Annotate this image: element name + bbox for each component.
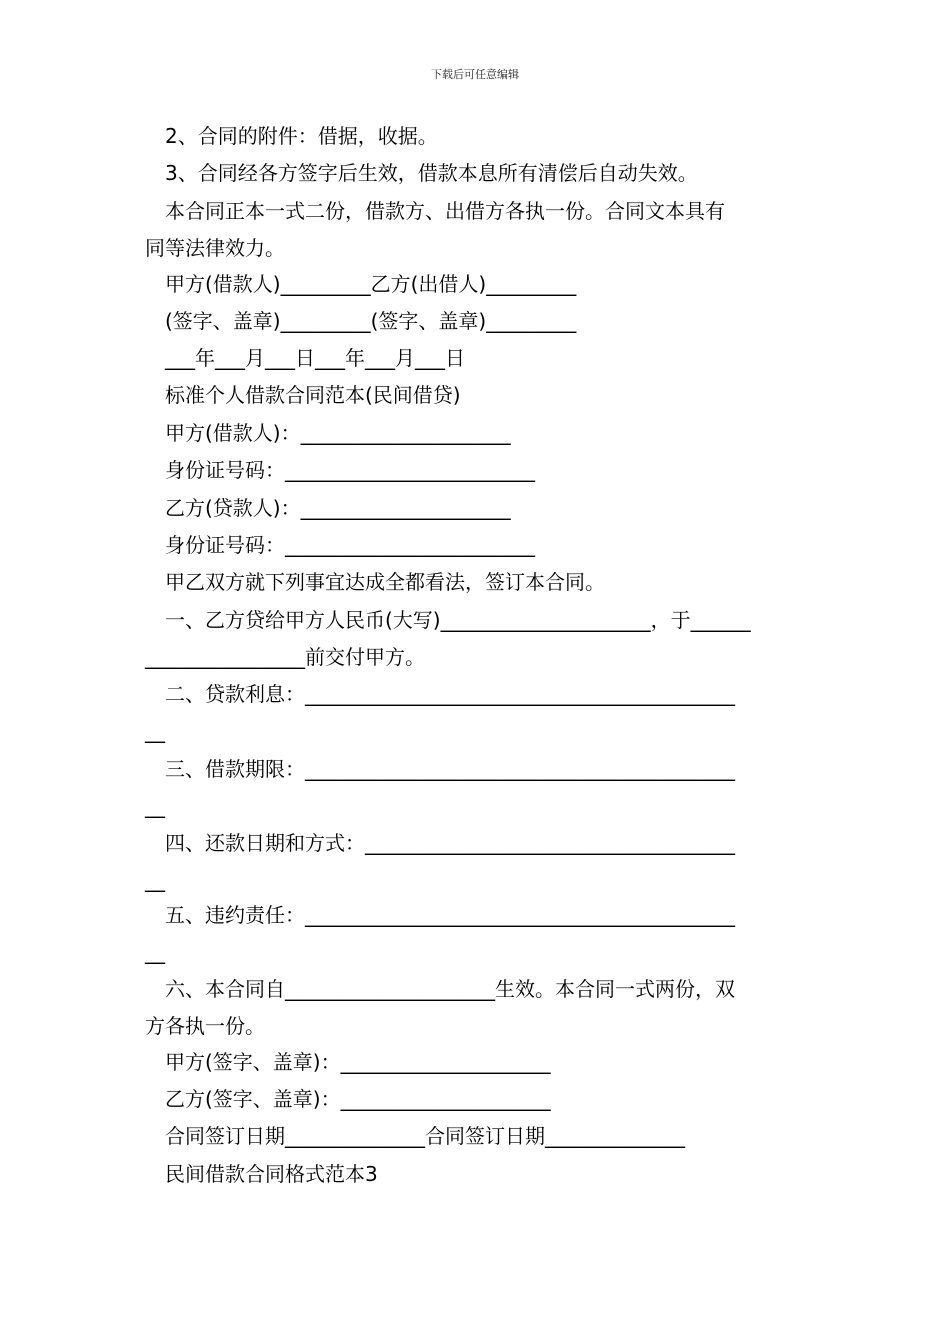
signature-seal: (签字、盖章)_________(签字、盖章)_________ — [165, 309, 577, 333]
clause-attachments: 2、合同的附件：借据，收据。 — [165, 124, 438, 148]
clause-1-line2: ________________前交付甲方。 — [145, 645, 425, 669]
party-a-borrower: 甲方(借款人)：_____________________ — [165, 421, 511, 445]
party-b-signature: 乙方(签字、盖章)：_____________________ — [165, 1087, 551, 1111]
clause-5-continuation: __ — [145, 940, 165, 964]
clause-1-line1: 一、乙方贷给甲方人民币(大写)_____________________，于______ — [165, 608, 751, 632]
signature-date: ___年___月___日___年___月___日 — [165, 346, 465, 370]
clause-4-repayment: 四、还款日期和方式：_____________________________________ — [165, 831, 735, 855]
clause-3-term: 三、借款期限：___________________________________________ — [165, 757, 735, 781]
clause-2-interest: 二、贷款利息：___________________________________________ — [165, 682, 735, 706]
party-a-id-number: 身份证号码：_________________________ — [165, 458, 535, 482]
signature-parties: 甲方(借款人)_________乙方(出借人)_________ — [165, 272, 577, 296]
clause-6-line1: 六、本合同自_____________________生效。本合同一式两份，双 — [165, 977, 735, 1001]
clause-5-liability: 五、违约责任：___________________________________________ — [165, 903, 735, 927]
section-title-template-3: 民间借款合同格式范本3 — [165, 1162, 378, 1186]
clause-2-continuation: __ — [145, 719, 165, 743]
section-title-standard-loan: 标准个人借款合同范本(民间借贷) — [165, 383, 461, 407]
paragraph-copies-line1: 本合同正本一式二份，借款方、出借方各执一份。合同文本具有 — [165, 199, 725, 223]
page-header: 下载后可任意编辑 — [431, 68, 519, 81]
clause-4-continuation: __ — [145, 868, 165, 892]
party-b-id-number: 身份证号码：_________________________ — [165, 533, 535, 557]
agreement-intro: 甲乙双方就下列事宜达成全都看法，签订本合同。 — [165, 570, 605, 594]
paragraph-copies-line2: 同等法律效力。 — [145, 236, 285, 260]
clause-6-line2: 方各执一份。 — [145, 1014, 265, 1038]
party-b-lender: 乙方(贷款人)：_____________________ — [165, 496, 511, 520]
party-a-signature: 甲方(签字、盖章)：_____________________ — [165, 1050, 551, 1074]
clause-effective: 3、合同经各方签字后生效，借款本息所有清偿后自动失效。 — [165, 161, 698, 185]
clause-3-continuation: __ — [145, 794, 165, 818]
signing-dates: 合同签订日期______________合同签订日期______________ — [165, 1124, 685, 1148]
